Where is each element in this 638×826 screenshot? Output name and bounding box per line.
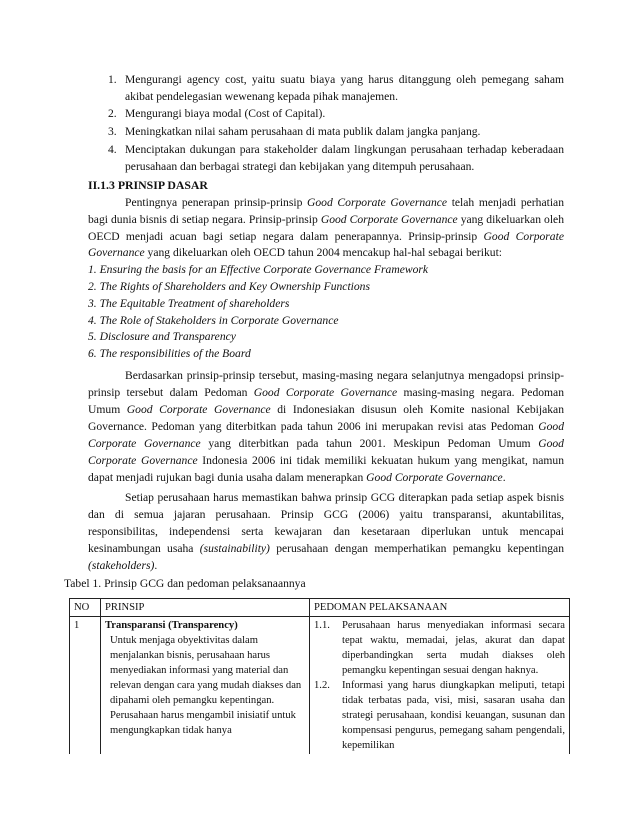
list-item-number: 2. [108, 107, 117, 121]
list-item-text: Meningkatkan nilai saham perusahaan di mata publik dalam jangka panjang. [125, 125, 481, 139]
principle-item: 6. The responsibilities of the Board [88, 347, 251, 361]
principle-item: 5. Disclosure and Transparency [88, 330, 236, 344]
italic-term: Good Corporate Governance [126, 403, 271, 416]
list-item-number: 1. [108, 73, 117, 86]
text-run: . [154, 559, 158, 572]
guideline-number: 1.2. [314, 680, 330, 691]
guideline-number: 1.1. [314, 620, 330, 631]
intro-section [88, 195, 564, 363]
principle-item: 4. The Role of Stakeholders in Corporate Governance [88, 313, 339, 327]
principle-item: 1. Ensuring the basis for an Effective Corporate Governance Framework [88, 263, 429, 277]
benefits-list [108, 72, 564, 176]
principle-item: 2. The Rights of Shareholders and Key Ownership Functions [88, 279, 370, 293]
section-heading: II.1.3 PRINSIP DASAR [88, 178, 208, 192]
list-item [108, 106, 564, 123]
principle-title: Transparansi (Transparency) [105, 620, 238, 631]
column-header-pedoman: PEDOMAN PELAKSANAAN [310, 599, 570, 617]
text-run: yang dikeluarkan oleh OECD tahun 2004 mencakup hal-hal sebagai berikut: [144, 246, 503, 260]
column-header-no: NO [70, 599, 101, 617]
list-item-number: 4. [108, 142, 117, 156]
guideline-item [314, 678, 565, 753]
principle-description: Untuk menjaga obyektivitas dalam menjalankan bisnis, perusahaan harus menyediakan informasi yang material dan relevan dengan cara yang mudah diakses dan dipahami oleh pemangku kepentingan. [110, 635, 302, 706]
principle-description: Perusahaan harus mengambil inisiatif untuk mengungkapkan tidak hanya [110, 710, 296, 736]
text-run: yang diterbitkan pada tahun 2001. Meskipun Pedoman Umum [200, 437, 539, 450]
row-number: 1 [70, 617, 101, 755]
principle-item: 3. The Equitable Treatment of shareholders [88, 296, 290, 310]
text-run: yang dikeluarkan oleh OECD menjadi acuan bagi setiap negara dalam penerapannya. Prinsip-prinsip [88, 212, 564, 243]
column-header-prinsip: PRINSIP [101, 599, 310, 617]
paragraph [88, 195, 564, 262]
list-item-text: Mengurangi biaya modal (Cost of Capital). [125, 107, 326, 121]
table-header-row [70, 599, 570, 617]
list-item-number: 3. [108, 125, 117, 139]
table-caption: Tabel 1. Prinsip GCG dan pedoman pelaksanaannya [64, 577, 306, 590]
italic-term: Good Corporate Governance [320, 212, 458, 226]
italic-term: (sustainability) [199, 542, 270, 555]
text-run: telah menjadi perhatian bagi dunia bisnis di setiap negara. Prinsip-prinsip [88, 196, 564, 226]
italic-term: Good Corporate Governance [253, 386, 398, 399]
text-run: perusahaan dengan memperhatikan pemangku kepentingan [269, 542, 564, 555]
table-row [70, 617, 570, 755]
guideline-text: Informasi yang harus diungkapkan meliputi, tetapi tidak terbatas pada, visi, misi, sasaran usaha dan strategi perusahaan, kondisi keuangan, susunan dan kompensasi pengurus, pemegang saham pengendali, kepemilikan [342, 680, 565, 751]
paragraph [88, 367, 564, 486]
text-run: Berdasarkan prinsip-prinsip tersebut, masing-masing negara selanjutnya mengadopsi prinsip-prinsip tersebut dalam Pedoman [88, 369, 564, 399]
italic-term: Good Corporate Governance [366, 471, 503, 484]
italic-term: (stakeholders) [88, 559, 155, 572]
text-run: masing-masing negara. Pedoman Umum [88, 386, 564, 416]
principle-cell [101, 617, 310, 755]
text-run: . [502, 471, 506, 484]
text-run: Indonesia 2006 ini tidak memiliki kekuatan hukum yang mengikat, namun dapat menjadi rujukan bagi dunia usaha dalam menerapkan [88, 454, 564, 484]
list-item-text: Mengurangi agency cost, yaitu suatu biaya yang harus ditanggung oleh pemegang saham akibat pendelegasian wewenang kepada pihak manajemen. [125, 73, 564, 103]
list-item [108, 72, 564, 105]
list-item [108, 124, 564, 141]
list-item-text: Menciptakan dukungan para stakeholder dalam lingkungan perusahaan terhadap keberadaan perusahaan dan berbagai strategi dan kebijakan yang ditempuh perusahaan. [125, 142, 564, 173]
paragraph [88, 489, 564, 574]
oecd-principles-list [88, 262, 564, 363]
text-run: di Indonesiakan disusun oleh Komite nasional Kebijakan Governance. Pedoman yang diterbitkan pada tahun 2006 ini merupakan revisi atas Pedoman [88, 403, 565, 433]
italic-term: Good Corporate Governance [88, 420, 564, 450]
guideline-cell [310, 617, 570, 755]
guideline-text: Perusahaan harus menyediakan informasi secara tepat waktu, memadai, jelas, akurat dan dapat diperbandingkan serta mudah diakses oleh pemangku kepentingan sesuai dengan haknya. [342, 620, 565, 676]
italic-term: Good Corporate Governance [88, 437, 564, 467]
guideline-item [314, 618, 565, 678]
gcg-principles-table [69, 598, 570, 754]
list-item [108, 142, 564, 175]
text-run: Pentingnya penerapan prinsip-prinsip [125, 196, 308, 209]
italic-term: Good Corporate Governance [307, 196, 448, 209]
text-run: Setiap perusahaan harus memastikan bahwa prinsip GCG diterapkan pada setiap aspek bisnis dan di semua jajaran perusahaan. Prinsip GCG (2006) yaitu transparansi, akuntabilitas, responsibilitas, independensi serta kewajaran dan kesetaraan diperlukan untuk mencapai kesinambungan usaha [88, 491, 564, 555]
italic-term: Good Corporate Governance [88, 229, 564, 260]
